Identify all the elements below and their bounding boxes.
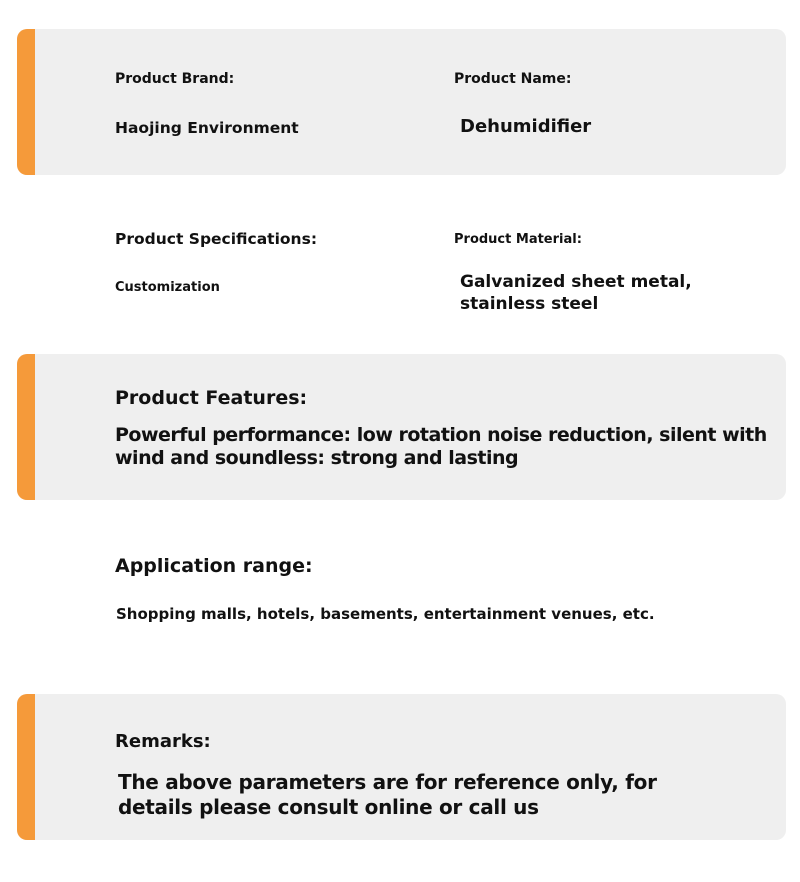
accent-bar (17, 29, 35, 175)
product-specifications-label: Product Specifications: (115, 230, 318, 248)
accent-bar (17, 694, 35, 840)
remarks-value-line1: The above parameters are for reference only, for (118, 770, 657, 794)
product-features-label: Product Features: (115, 387, 308, 409)
product-material-value-line1: Galvanized sheet metal, (460, 272, 692, 292)
product-material-value-line2: stainless steel (460, 294, 599, 314)
accent-bar (17, 354, 35, 500)
product-material-label: Product Material: (454, 232, 582, 247)
brand-name-panel (17, 29, 786, 175)
remarks-label: Remarks: (115, 731, 211, 752)
product-name-value: Dehumidifier (460, 116, 592, 137)
application-range-label: Application range: (115, 555, 313, 577)
product-brand-label: Product Brand: (115, 71, 235, 87)
product-specifications-value: Customization (115, 280, 220, 295)
product-name-label: Product Name: (454, 71, 572, 87)
remarks-value-line2: details please consult online or call us (118, 795, 539, 819)
product-features-value-line1: Powerful performance: low rotation noise reduction, silent with (115, 424, 767, 446)
product-features-value-line2: wind and soundless: strong and lasting (115, 447, 519, 469)
product-brand-value: Haojing Environment (115, 119, 299, 137)
application-range-value: Shopping malls, hotels, basements, entertainment venues, etc. (116, 605, 655, 623)
